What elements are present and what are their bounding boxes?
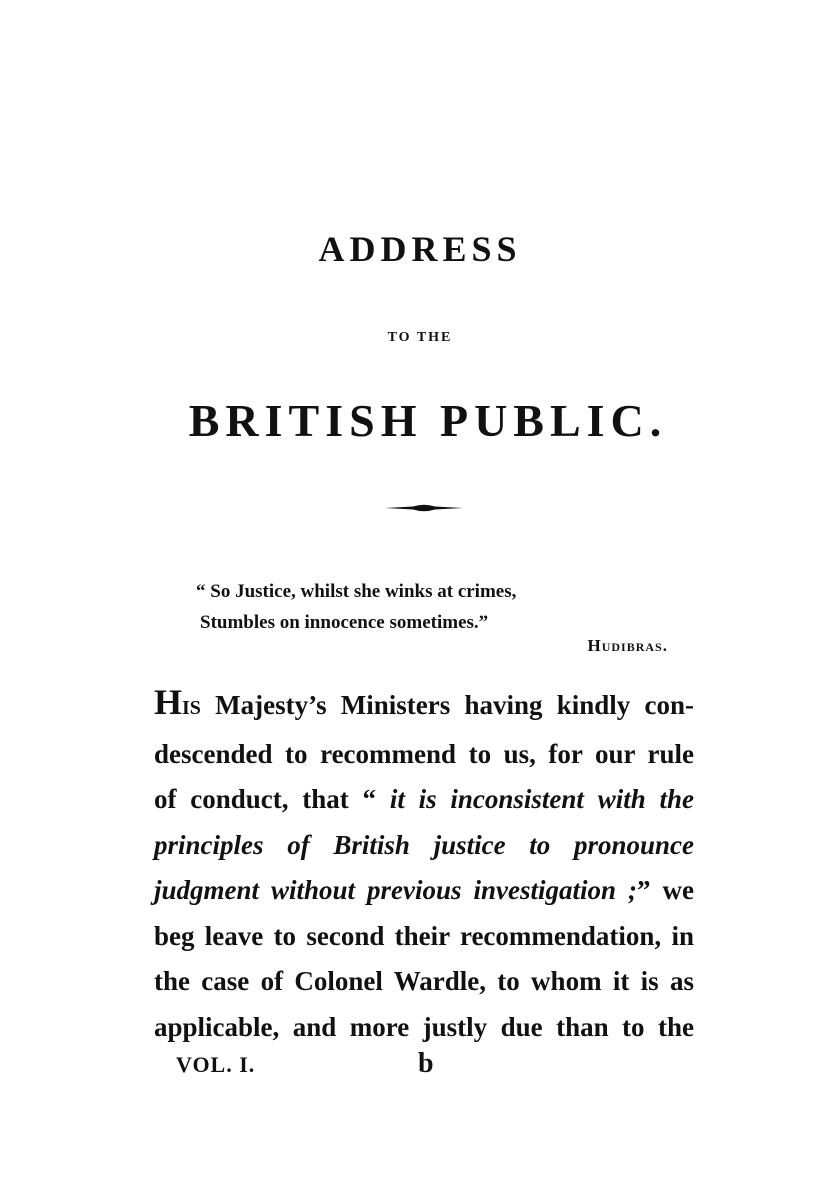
volume-footer: VOL. I.: [176, 1052, 256, 1077]
body-line-8: applicable, and more justly due than to the: [154, 1011, 694, 1042]
body-line-3-italic: it is inconsistent with the: [389, 784, 695, 814]
drop-capital: H: [154, 682, 183, 722]
body-line-5-roman: ” we: [637, 875, 695, 905]
attribution-text: Hudibras.: [587, 636, 668, 655]
page-title-address: ADDRESS: [318, 229, 522, 269]
page-title-to-the: TO THE: [387, 330, 453, 345]
body-line-1: [154, 680, 694, 732]
body-line-5: [154, 868, 694, 914]
body-line-3-roman: of conduct, that “: [154, 784, 390, 814]
body-line-3: [154, 777, 694, 823]
signature-mark: b: [418, 1048, 434, 1079]
body-line-2: descended to recommend to us, for our rule: [154, 738, 694, 769]
epigraph-line-1: “ So Justice, whilst she winks at crimes,: [196, 581, 517, 602]
ornament-divider-icon: [385, 502, 463, 514]
body-paragraph: [154, 680, 694, 1050]
epigraph: [196, 576, 516, 638]
epigraph-line-2: Stumbles on innocence sometimes.”: [200, 612, 489, 633]
epigraph-attribution: [588, 636, 669, 656]
body-line-4: principles of British justice to pronounce: [154, 829, 694, 860]
first-word-rest: IS: [182, 697, 201, 719]
page-title-british-public: BRITISH PUBLIC.: [188, 395, 668, 446]
body-line-6: beg leave to second their recommendation, in: [154, 920, 694, 951]
body-line-5-italic: judgment without previous investigation ;: [154, 875, 638, 905]
body-line-7: the case of Colonel Wardle, to whom it is as: [154, 966, 694, 996]
body-line-1-text: Majesty’s Ministers having kindly con-: [200, 690, 694, 720]
